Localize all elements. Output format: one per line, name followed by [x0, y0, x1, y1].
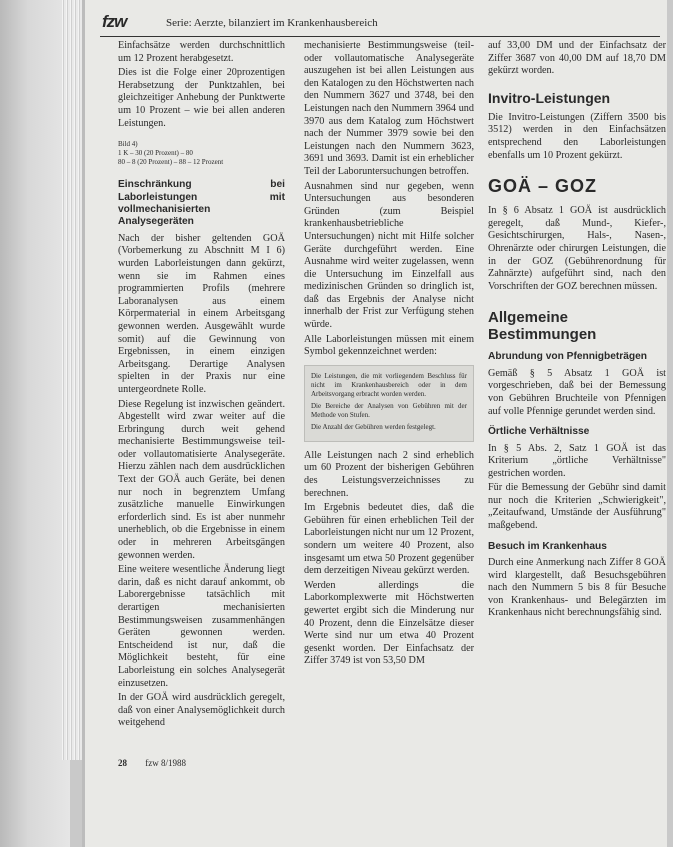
- symbol-legend-box: [304, 365, 474, 442]
- page-number: 28: [118, 758, 127, 768]
- scan-background: [0, 0, 70, 847]
- paragraph: Die Invitro-Leistungen (Ziffern 3500 bis 3512) werden in den Einfachsätzen entsprechend den Laborleistungen ebenfalls um 10 Prozent gekürzt.: [488, 111, 666, 161]
- page-footer: [118, 758, 186, 768]
- paragraph: Einfachsätze werden durchschnittlich um 12 Prozent herabgesetzt.: [118, 40, 285, 64]
- sub-heading: Abrundung von Pfennigbeträgen: [488, 351, 648, 363]
- box-line: Die Leistungen, die mit vorliegendem Beschluss für nicht im Krankenhausbereich oder in dem Arbeitsvorgang erbracht worden werden.: [311, 371, 467, 398]
- page-edge-stack: [62, 0, 84, 760]
- section-heading: Invitro-Leistungen: [488, 89, 611, 106]
- section-heading: Allgemeine Bestimmungen: [488, 309, 597, 344]
- paragraph: Alle Leistungen nach 2 sind erheblich um 60 Prozent der bisherigen Gebühren des Leistungsverzeichnisses zu berechnen.: [304, 449, 474, 499]
- paragraph: Werden allerdings die Laborkomplexwerte mit Höchstwerten gewertet ergibt sich die Minderung nur 40 Prozent, denn die Einzelsätze dieser Werte sind nur um etwa 40 Prozent gesenkt worden. Der Einfachsatz der Ziffer 3749 ist von 53,50 DM: [304, 579, 474, 667]
- section-heading: Einschränkung bei Laborleistungen mit vollmechanisierten Analysegeräten: [118, 179, 285, 228]
- page-header: [100, 10, 660, 37]
- box-line: Die Anzahl der Gebühren werden festgelegt.: [311, 422, 436, 431]
- paragraph: Nach der bisher geltenden GOÄ (Vorbemerkung zu Abschnitt M I 6) wurden Laborleistungen dann gekürzt, wenn sie im Rahmen eines programmierten Profils (mehrere Laboranalysen aus einem Körpermaterial in einem Arbeitsgang gewonnen werden. Ausgewählt wurde somit) auf die Gewinnung von Ergebnissen, in einem einzigen Arbeitsgang. Derartige Analysen spielten in der Praxis nur eine untergeordnete Rolle.: [118, 232, 285, 395]
- box-line: Die Bereiche der Analysen von Gebühren mit der Methode von Stufen.: [311, 401, 467, 419]
- paragraph: In § 6 Absatz 1 GOÄ ist ausdrücklich geregelt, daß Mund-, Kiefer-, Gesichtschirurgen, Hals-, Nasen-, Ohrenärzte oder chirurgen Leistungen, die in der GOZ (Gebührenordnung für Zahnärzte) aufgeführt sind, nach den Vorschriften der GOZ berechnen müssen.: [488, 205, 666, 292]
- paragraph: In § 5 Abs. 2, Satz 1 GOÄ ist das Kriterium „örtliche Verhältnisse" gestrichen worden.: [488, 442, 666, 479]
- paragraph: Gemäß § 5 Absatz 1 GOÄ ist vorgeschrieben, daß bei der Bemessung von Gebühren Bruchteile von Pfennigen auf volle Pfennige gerundet werden sind.: [488, 367, 666, 417]
- calculation-note: [118, 140, 285, 167]
- paragraph: Für die Bemessung der Gebühr sind damit nur noch die Kriterien „Schwierigkeit", „Zeitaufwand, Umstände der Ausführung" maßgebend.: [488, 482, 666, 532]
- note-label: Bild 4): [118, 140, 138, 149]
- sub-heading: Örtliche Verhältnisse: [488, 426, 590, 438]
- paragraph: auf 33,00 DM und der Einfachsatz der Ziffer 3687 von 40,00 DM auf 18,70 DM gekürzt worden.: [488, 40, 666, 77]
- series-title: Serie: Aerzte, bilanziert im Krankenhausbereich: [166, 17, 378, 29]
- issue-info: fzw 8/1988: [145, 758, 186, 768]
- column-2: [304, 40, 474, 730]
- paragraph: Alle Laborleistungen müssen mit einem Symbol gekennzeichnet werden:: [304, 333, 474, 358]
- paragraph: mechanisierte Bestimmungsweise (teil- oder vollautomatische Analysegeräte auszugehen ist bei allen Leistungen aus den Katalogen zu den Höchstwerten nach den Nummern 3627 und 3748, bei den Leistungen nach den Nummern 3964 und 3970 aus dem Katalog zum Höchstwert nach der Nummer 3979 sowie bei den Leistungen nach den Nummern 3623, 3691 und 3693. Damit ist ein erheblicher Teil der Laboruntersuchungen betroffen.: [304, 40, 474, 177]
- section-heading: GOÄ – GOZ: [488, 176, 598, 197]
- note-line: 80 – 8 (20 Prozent) – 88 – 12 Prozent: [118, 158, 224, 167]
- note-line: 1 K – 30 (20 Prozent) – 80: [118, 149, 193, 158]
- paragraph: Durch eine Anmerkung nach Ziffer 8 GOÄ wird klargestellt, daß Besuchsgebühren nach den Nummern 5 bis 8 für Besuche von Krankenhaus- und Belegärzten im Krankenhaus nicht berechnungsfähig sind.: [488, 557, 666, 619]
- gutter-shadow: [82, 0, 85, 847]
- paragraph: Im Ergebnis bedeutet dies, daß die Gebühren für einen erheblichen Teil der Laborleistungen nicht nur um 12 Prozent, sondern um weitere 40 Prozent, also insgesamt um etwa 50 Prozent gegenüber dem derzeitigen Niveau gekürzt werden.: [304, 502, 474, 577]
- magazine-page: [82, 0, 667, 847]
- paragraph: Eine weitere wesentliche Änderung liegt darin, daß es nicht darauf ankommt, ob Laborergebnisse tatsächlich mit derartigen mechanisierten Bestimmungsweisen zusammenhängen Geräten gewonnen werden. Entscheidend ist nur, daß die Möglichkeit besteht, für eine Laborleistung ein solches Analysegerät einzusetzen.: [118, 564, 285, 689]
- paragraph: Diese Regelung ist inzwischen geändert. Abgestellt wird zwar weiter auf die Erbringung durch weit gehend mechanisierte Bestimmungsweise teil- oder vollautomatisierte Analysegeräte. Hierzu zählen nach dem ausdrücklichen Text der GOÄ auch Geräte, bei denen nur noch in begrenztem Umfang zusätzliche manuelle Einwirkungen erforderlich sind. Es ist aber nunmehr unerheblich, ob die Ergebnisse in einem oder in mehreren Arbeitsgängen gewonnen werden.: [118, 398, 285, 561]
- column-1: [118, 40, 285, 758]
- column-3: [488, 40, 666, 750]
- paragraph: Ausnahmen sind nur gegeben, wenn Untersuchungen aus besonderen Gründen (zum Beispiel krankenhausbetriebliche Untersuchungen) nicht mit Hilfe solcher Geräte durchgeführt werden. Eine Ausnahme wird weiter zugelassen, wenn die Untersuchung im Einzelfall aus medizinischen Gründen so dringlich ist, daß das Ergebnis der Analyse nicht innerhalb der Frist zur Verfügung stehen würde.: [304, 180, 474, 331]
- paragraph: Dies ist die Folge einer 20prozentigen Herabsetzung der Punktzahlen, bei gleichzeitiger Anhebung der Punktwerte um 10 Prozent – wie bei allen anderen Leistungen.: [118, 67, 285, 129]
- magazine-logo: fzw: [102, 12, 127, 31]
- sub-heading: Besuch im Krankenhaus: [488, 540, 607, 552]
- paragraph: In der GOÄ wird ausdrücklich geregelt, daß von einer Analysemöglichkeit durch weitgehend: [118, 692, 285, 729]
